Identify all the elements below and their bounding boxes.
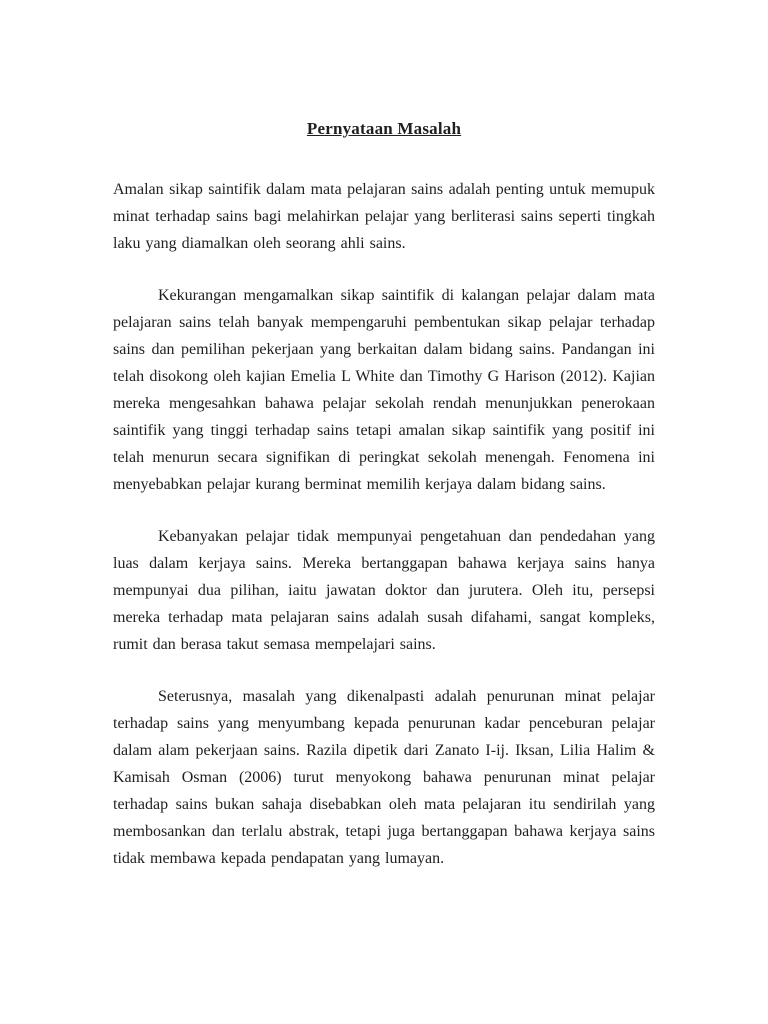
- paragraph: Kekurangan mengamalkan sikap saintifik di kalangan pelajar dalam mata pelajaran sains telah banyak mempengaruhi pembentukan sikap pelajar terhadap sains dan pemilihan pekerjaan yang berkaitan dalam bidang sains. Pandangan ini telah disokong oleh kajian Emelia L White dan Timothy G Harison (2012). Kajian mereka mengesahkan bahawa pelajar sekolah rendah menunjukkan penerokaan saintifik yang tinggi terhadap sains tetapi amalan sikap saintifik yang positif ini telah menurun secara signifikan di peringkat sekolah menengah. Fenomena ini menyebabkan pelajar kurang berminat memilih kerjaya dalam bidang sains.: [113, 287, 655, 493]
- paragraph: Amalan sikap saintifik dalam mata pelajaran sains adalah penting untuk memupuk minat terhadap sains bagi melahirkan pelajar yang berliterasi sains seperti tingkah laku yang diamalkan oleh seorang ahli sains.: [113, 181, 655, 252]
- paragraph: Kebanyakan pelajar tidak mempunyai pengetahuan dan pendedahan yang luas dalam kerjaya sains. Mereka bertanggapan bahawa kerjaya sains hanya mempunyai dua pilihan, iaitu jawatan doktor dan jurutera. Oleh itu, persepsi mereka terhadap mata pelajaran sains adalah susah difahami, sangat kompleks, rumit dan berasa takut semasa mempelajari sains.: [113, 528, 655, 653]
- document-body: [113, 176, 655, 872]
- page-title: Pernyataan Masalah: [306, 119, 462, 138]
- paragraph: Seterusnya, masalah yang dikenalpasti adalah penurunan minat pelajar terhadap sains yang menyumbang kepada penurunan kadar penceburan pelajar dalam alam pekerjaan sains. Razila dipetik dari Zanato I-ij. Iksan, Lilia Halim & Kamisah Osman (2006) turut menyokong bahawa penurunan minat pelajar terhadap sains bukan sahaja disebabkan oleh mata pelajaran itu sendirilah yang membosankan dan terlalu abstrak, tetapi juga bertanggapan bahawa kerjaya sains tidak membawa kepada pendapatan yang lumayan.: [113, 688, 655, 867]
